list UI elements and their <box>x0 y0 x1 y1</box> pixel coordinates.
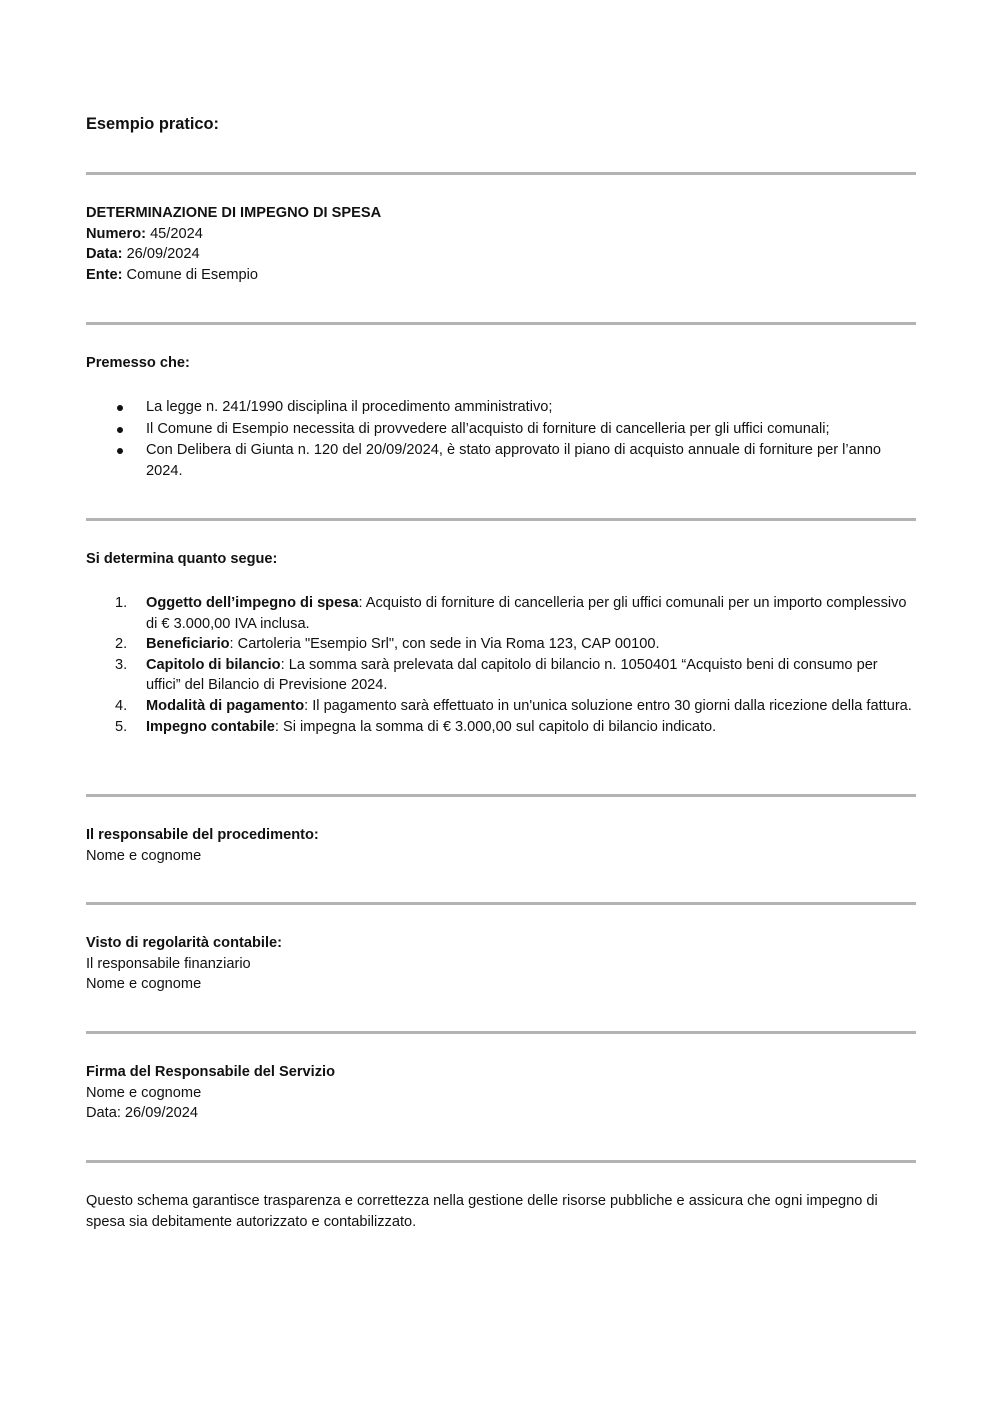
closing-paragraph: Questo schema garantisce trasparenza e correttezza nella gestione delle risorse pubbliche e assicura che ogni impegno di spesa sia debitamente autorizzato e contabilizzato. <box>86 1193 878 1230</box>
list-number: 5. <box>115 718 128 735</box>
list-item-term: Oggetto dell’impegno di spesa <box>146 595 359 611</box>
list-item <box>86 717 916 738</box>
divider <box>86 172 916 175</box>
list-item-term: Beneficiario <box>146 636 230 653</box>
section-title: Il responsabile del procedimento: <box>86 827 319 843</box>
divider <box>86 902 916 905</box>
premises-title: Premesso che: <box>86 355 190 371</box>
section-title: Firma del Responsabile del Servizio <box>86 1064 335 1080</box>
bullet-icon <box>117 427 123 433</box>
divider <box>86 1160 916 1163</box>
section-title: Visto di regolarità contabile: <box>86 935 282 951</box>
divider <box>86 322 916 325</box>
intro-title: Esempio pratico: <box>86 115 219 133</box>
list-item-text: : Acquisto di forniture di cancelleria per gli uffici comunali per un importo complessivo di € 3.000,00 IVA inclusa. <box>146 595 907 632</box>
field-ente <box>86 265 916 286</box>
list-item <box>86 397 916 418</box>
list-item-term: Impegno contabile <box>146 718 275 735</box>
accounting-check-block <box>86 933 916 995</box>
field-label: Ente: <box>86 266 123 283</box>
list-number: 1. <box>115 595 128 611</box>
determination-title: Si determina quanto segue: <box>86 551 278 567</box>
service-signature-block <box>86 1062 916 1124</box>
field-label: Data: <box>86 246 123 263</box>
list-item-term: Modalità di pagamento <box>146 697 305 714</box>
list-item <box>86 593 916 634</box>
list-number: 2. <box>115 636 128 653</box>
list-item <box>86 655 916 696</box>
list-item-text: : Il pagamento sarà effettuato in un'unica soluzione entro 30 giorni dalla ricezione della fattura. <box>304 697 912 714</box>
list-number: 4. <box>115 697 128 714</box>
divider <box>86 518 916 521</box>
list-item-term: Capitolo di bilancio <box>146 656 281 673</box>
document-page <box>86 0 916 1415</box>
list-item <box>86 419 916 440</box>
list-item <box>86 440 916 481</box>
field-label: Numero: <box>86 225 146 242</box>
premises-list <box>86 397 916 482</box>
list-number: 3. <box>115 656 128 673</box>
divider <box>86 794 916 797</box>
signatory-role: Il responsabile finanziario <box>86 955 251 972</box>
list-item-text: Il Comune di Esempio necessita di provvedere all’acquisto di forniture di cancelleria per gli uffici comunali; <box>146 420 830 437</box>
list-item-text: : Si impegna la somma di € 3.000,00 sul capitolo di bilancio indicato. <box>274 718 717 735</box>
list-item-text: Con Delibera di Giunta n. 120 del 20/09/2024, è stato approvato il piano di acquisto annuale di forniture per l’anno 2024. <box>146 442 882 479</box>
list-item <box>86 696 916 717</box>
signatory-name: Nome e cognome <box>86 847 202 864</box>
field-data <box>86 244 916 265</box>
list-item <box>86 634 916 655</box>
field-value: 26/09/2024 <box>126 246 200 263</box>
signatory-name: Nome e cognome <box>86 1084 202 1101</box>
document-title: DETERMINAZIONE DI IMPEGNO DI SPESA <box>86 205 382 221</box>
field-value: Comune di Esempio <box>126 266 258 283</box>
procedure-manager-block <box>86 825 916 866</box>
list-item-text: : Cartoleria "Esempio Srl", con sede in Via Roma 123, CAP 00100. <box>229 636 660 653</box>
list-item-text: La legge n. 241/1990 disciplina il procedimento amministrativo; <box>146 399 553 415</box>
divider <box>86 1031 916 1034</box>
header-block <box>86 203 916 285</box>
signature-date: Data: 26/09/2024 <box>86 1105 198 1122</box>
bullet-icon <box>117 448 123 454</box>
bullet-icon <box>117 405 123 411</box>
field-value: 45/2024 <box>150 225 203 242</box>
list-item-text: : La somma sarà prelevata dal capitolo di bilancio n. 1050401 “Acquisto beni di consumo per uffici” del Bilancio di Previsione 2024. <box>146 656 878 694</box>
signatory-name: Nome e cognome <box>86 976 202 993</box>
field-numero <box>86 224 916 245</box>
determination-list <box>86 593 916 737</box>
